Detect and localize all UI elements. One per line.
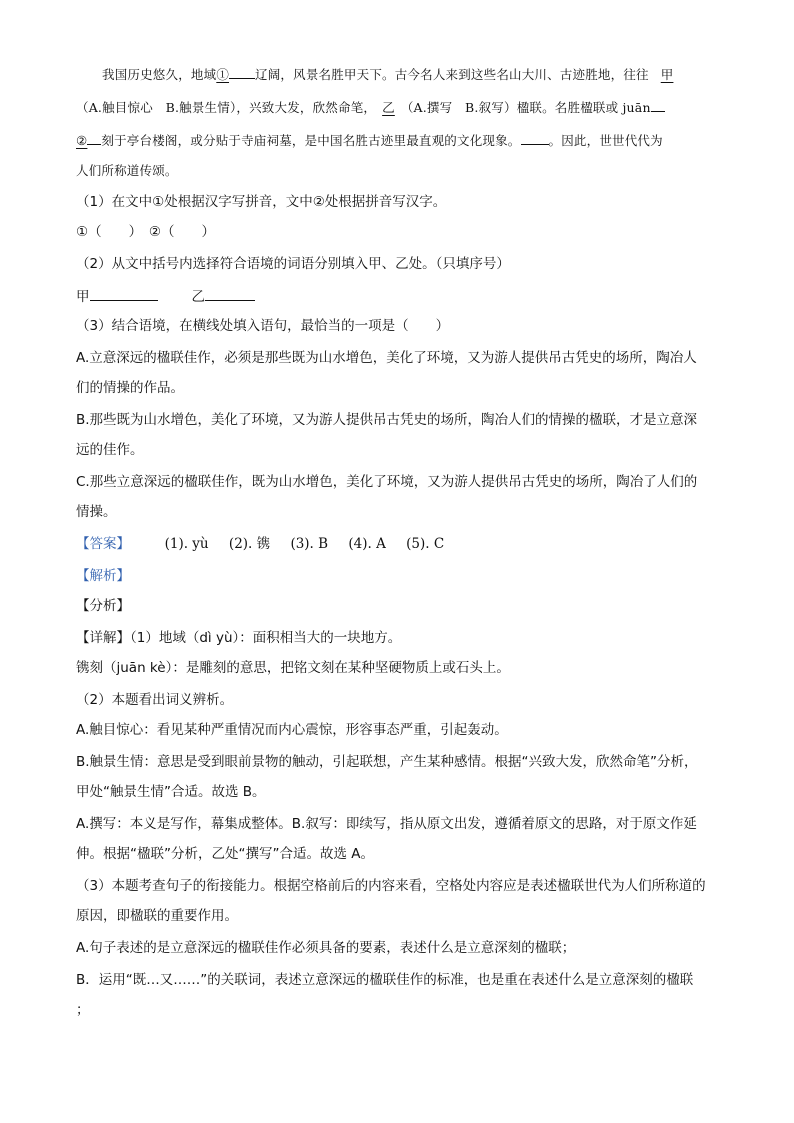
option-b-line-2: 远的佳作。: [76, 442, 144, 458]
detail-line: A.句子表述的是立意深远的楹联佳作必须具备的要素，表述什么是立意深刻的楹联；: [76, 940, 576, 956]
option-c-line-1: C.那些立意深远的楹联佳作，既为山水增色，美化了环境，又为游人提供吊古凭史的场所，陶冶了人们的: [76, 474, 698, 490]
detail-line: A.触目惊心：看见某种严重情况而内心震惊，形容事态严重，引起轰动。: [76, 722, 508, 738]
detail-line: 原因，即楹联的重要作用。: [76, 908, 238, 924]
detail-line: （3）本题考查句子的衔接能力。根据空格前后的内容来看，空格处内容应是表述楹联世代为人们所称道的: [76, 878, 706, 894]
passage-text: 人们所称道传颂。: [76, 163, 178, 178]
question-1-blanks: ①（ ） ②（ ）: [76, 224, 215, 240]
passage-line-2: [76, 97, 665, 118]
option-a-line-2: 们的情操的作品。: [76, 380, 184, 396]
detail-line: A.撰写：本义是写作，幕集成整体。B.叙写：即续写，指从原文出发，遵循着原文的思路，对于原文作延: [76, 816, 697, 832]
option-c-line-2: 情操。: [76, 504, 117, 520]
passage-text: 辽阔，风景名胜甲天下。古今名人来到这些名山大川、古迹胜地，往往: [255, 67, 649, 82]
detail-line: 【详解】（1）地域（dì yù）：面积相当大的一块地方。: [76, 630, 402, 646]
blank-2: [87, 130, 101, 145]
answer-tag: 【答案】: [76, 536, 130, 552]
detail-line: 镌刻（juān kè）：是雕刻的意思，把铭文刻在某种坚硬物质上或石头上。: [76, 660, 510, 676]
question-1: （1）在文中①处根据汉字写拼音，文中②处根据拼音写汉字。: [76, 194, 447, 210]
passage-text: （A.触目惊心 B.触景生情），兴致大发，欣然命笔，: [76, 100, 377, 115]
answer-item: (4). A: [348, 536, 386, 552]
answer-yi-blank: [205, 286, 255, 301]
detail-line: B.触景生情：意思是受到眼前景物的触动，引起联想，产生某种感情。根据“兴致大发，欣然命笔”分析，: [76, 754, 698, 770]
passage-line-4: [76, 161, 178, 181]
fenxi-tag: 【分析】: [76, 598, 130, 614]
answer-jia-blank: [90, 286, 158, 301]
option-b-line-1: B.那些既为山水增色，美化了环境，又为游人提供吊古凭史的场所，陶冶人们的情操的楹联，才是立意深: [76, 412, 698, 428]
answer-item: (5). C: [406, 536, 445, 552]
blank-2-lead: [651, 97, 665, 112]
answer-yi-label: 乙: [191, 289, 205, 305]
detail-line: 甲处“触景生情”合适。故选 B。: [76, 784, 266, 800]
question-3: （3）结合语境，在横线处填入语句，最恰当的一项是（ ）: [76, 318, 450, 334]
passage-text: 刻于亭台楼阁，或分贴于寺庙祠墓，是中国名胜古迹里最直观的文化现象。: [101, 133, 521, 148]
detail-line: B．运用“既…又……”的关联词，表述立意深远的楹联佳作的标准，也是重在表述什么是立意深刻的楹联: [76, 972, 694, 988]
blank-jia: 甲: [660, 67, 674, 82]
blank-1-marker: ①: [216, 67, 230, 82]
detail-line: 伸。根据“楹联”分析，乙处“撰写”合适。故选 A。: [76, 846, 375, 862]
answer-item: (1). yù: [164, 536, 209, 552]
passage-line-1: [102, 64, 685, 85]
blank-2-marker: ②: [76, 133, 88, 148]
passage-text: 。因此，世世代代为: [548, 133, 663, 148]
detail-line: ；: [76, 1002, 90, 1018]
answer-item: (2). 镌: [228, 536, 271, 552]
answer-row: [76, 534, 460, 554]
question-2: （2）从文中括号内选择符合语境的词语分别填入甲、乙处。（只填序号）: [76, 256, 510, 272]
answer-item: (3). B: [290, 536, 329, 552]
blank-yi: 乙: [382, 100, 395, 115]
blank-3: [521, 130, 549, 145]
analysis-tag: 【解析】: [76, 568, 130, 584]
passage-text: 我国历史悠久，地域: [102, 67, 217, 82]
question-2-blanks: [76, 286, 255, 307]
passage-line-3: [76, 130, 663, 151]
option-a-line-1: A.立意深远的楹联佳作，必须是那些既为山水增色，美化了环境，又为游人提供吊古凭史的场所，陶冶人: [76, 350, 697, 366]
blank-1: [229, 64, 255, 79]
answer-jia-label: 甲: [76, 289, 90, 305]
detail-line: （2）本题看出词义辨析。: [76, 692, 234, 708]
passage-text: （A.撰写 B.叙写）楹联。名胜楹联或 juān: [400, 100, 651, 115]
